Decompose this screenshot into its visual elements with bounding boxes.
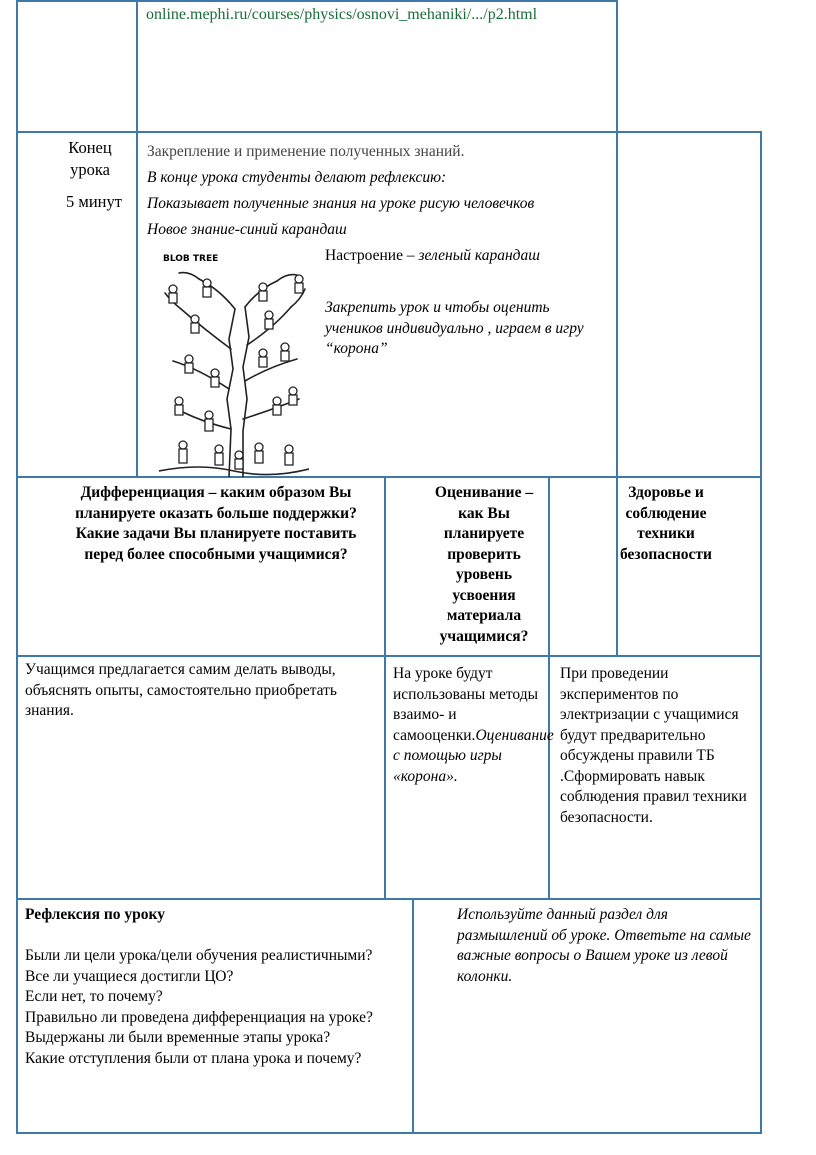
assessment-header: Оценивание – как Вы планируете проверить уровень усвоения материала учащимися? [434, 484, 534, 645]
health-content: При проведении экспериментов по электризации с учащимися будут предварительно обсуждены правили ТБ .Сформировать навык соблюдения правил техники безопасности. [560, 665, 747, 826]
differentiation-content: Учащимся предлагается самим делать выводы, объяснять опыты, самостоятельно приобретать знания. [25, 661, 338, 719]
reflection-questions [25, 946, 405, 1069]
blob-tree-illustration [159, 249, 309, 477]
reflection-question: Все ли учащиеся достигли ЦО? [25, 967, 234, 985]
assessment-content [393, 664, 554, 787]
health-header: Здоровье и соблюдение техники безопасности [620, 484, 712, 563]
resource-link[interactable]: online.mephi.ru/courses/physics/osnovi_mehaniki/.../p2.html [146, 6, 538, 23]
reflection-title: Рефлексия по уроку [25, 906, 165, 923]
assessment-plain: На уроке будут использованы методы взаимо- и самооценки. [393, 665, 539, 744]
reflection-question: Были ли цели урока/цели обучения реалистичными? [25, 947, 373, 964]
reflection-intro: В конце урока студенты делают рефлексию: [147, 169, 447, 186]
reflection-question: Какие отступления были от плана урока и почему? [25, 1049, 362, 1067]
mood-italic: зеленый карандаш [418, 247, 540, 264]
reflection-hint: Используйте данный раздел для размышлений об уроке. Ответьте на самые важные вопросы о Вашем уроке из левой колонки. [457, 906, 751, 985]
stage-label: Конец урока [68, 138, 112, 179]
stage-time: 5 минут [66, 192, 122, 211]
reflection-question: Выдержаны ли были временные этапы урока? [25, 1029, 331, 1046]
drawing-instruction: Показывает полученные знания на уроке рисую человечков [147, 195, 535, 212]
reflection-question: Если нет, то почему? [25, 988, 163, 1005]
blue-pencil-note: Новое знание-синий карандаш [147, 221, 347, 238]
assessment-italic: Оценивание с помощью игры «корона». [393, 726, 554, 785]
mood-note [325, 246, 540, 267]
tree-caption: BLOB TREE [163, 254, 219, 264]
reflection-question: Правильно ли проведена дифференциация на уроке? [25, 1008, 373, 1026]
stage-goal: Закрепление и применение полученных знаний. [147, 143, 465, 160]
crown-game-note: Закрепить урок и чтобы оценить учеников индивидуально , играем в игру “корона” [325, 299, 584, 357]
mood-prefix: Настроение – [325, 247, 419, 264]
differentiation-header: Дифференциация – каким образом Вы планируете оказать больше поддержки? Какие задачи Вы планируете поставить перед более способными учащимися? [75, 484, 357, 563]
